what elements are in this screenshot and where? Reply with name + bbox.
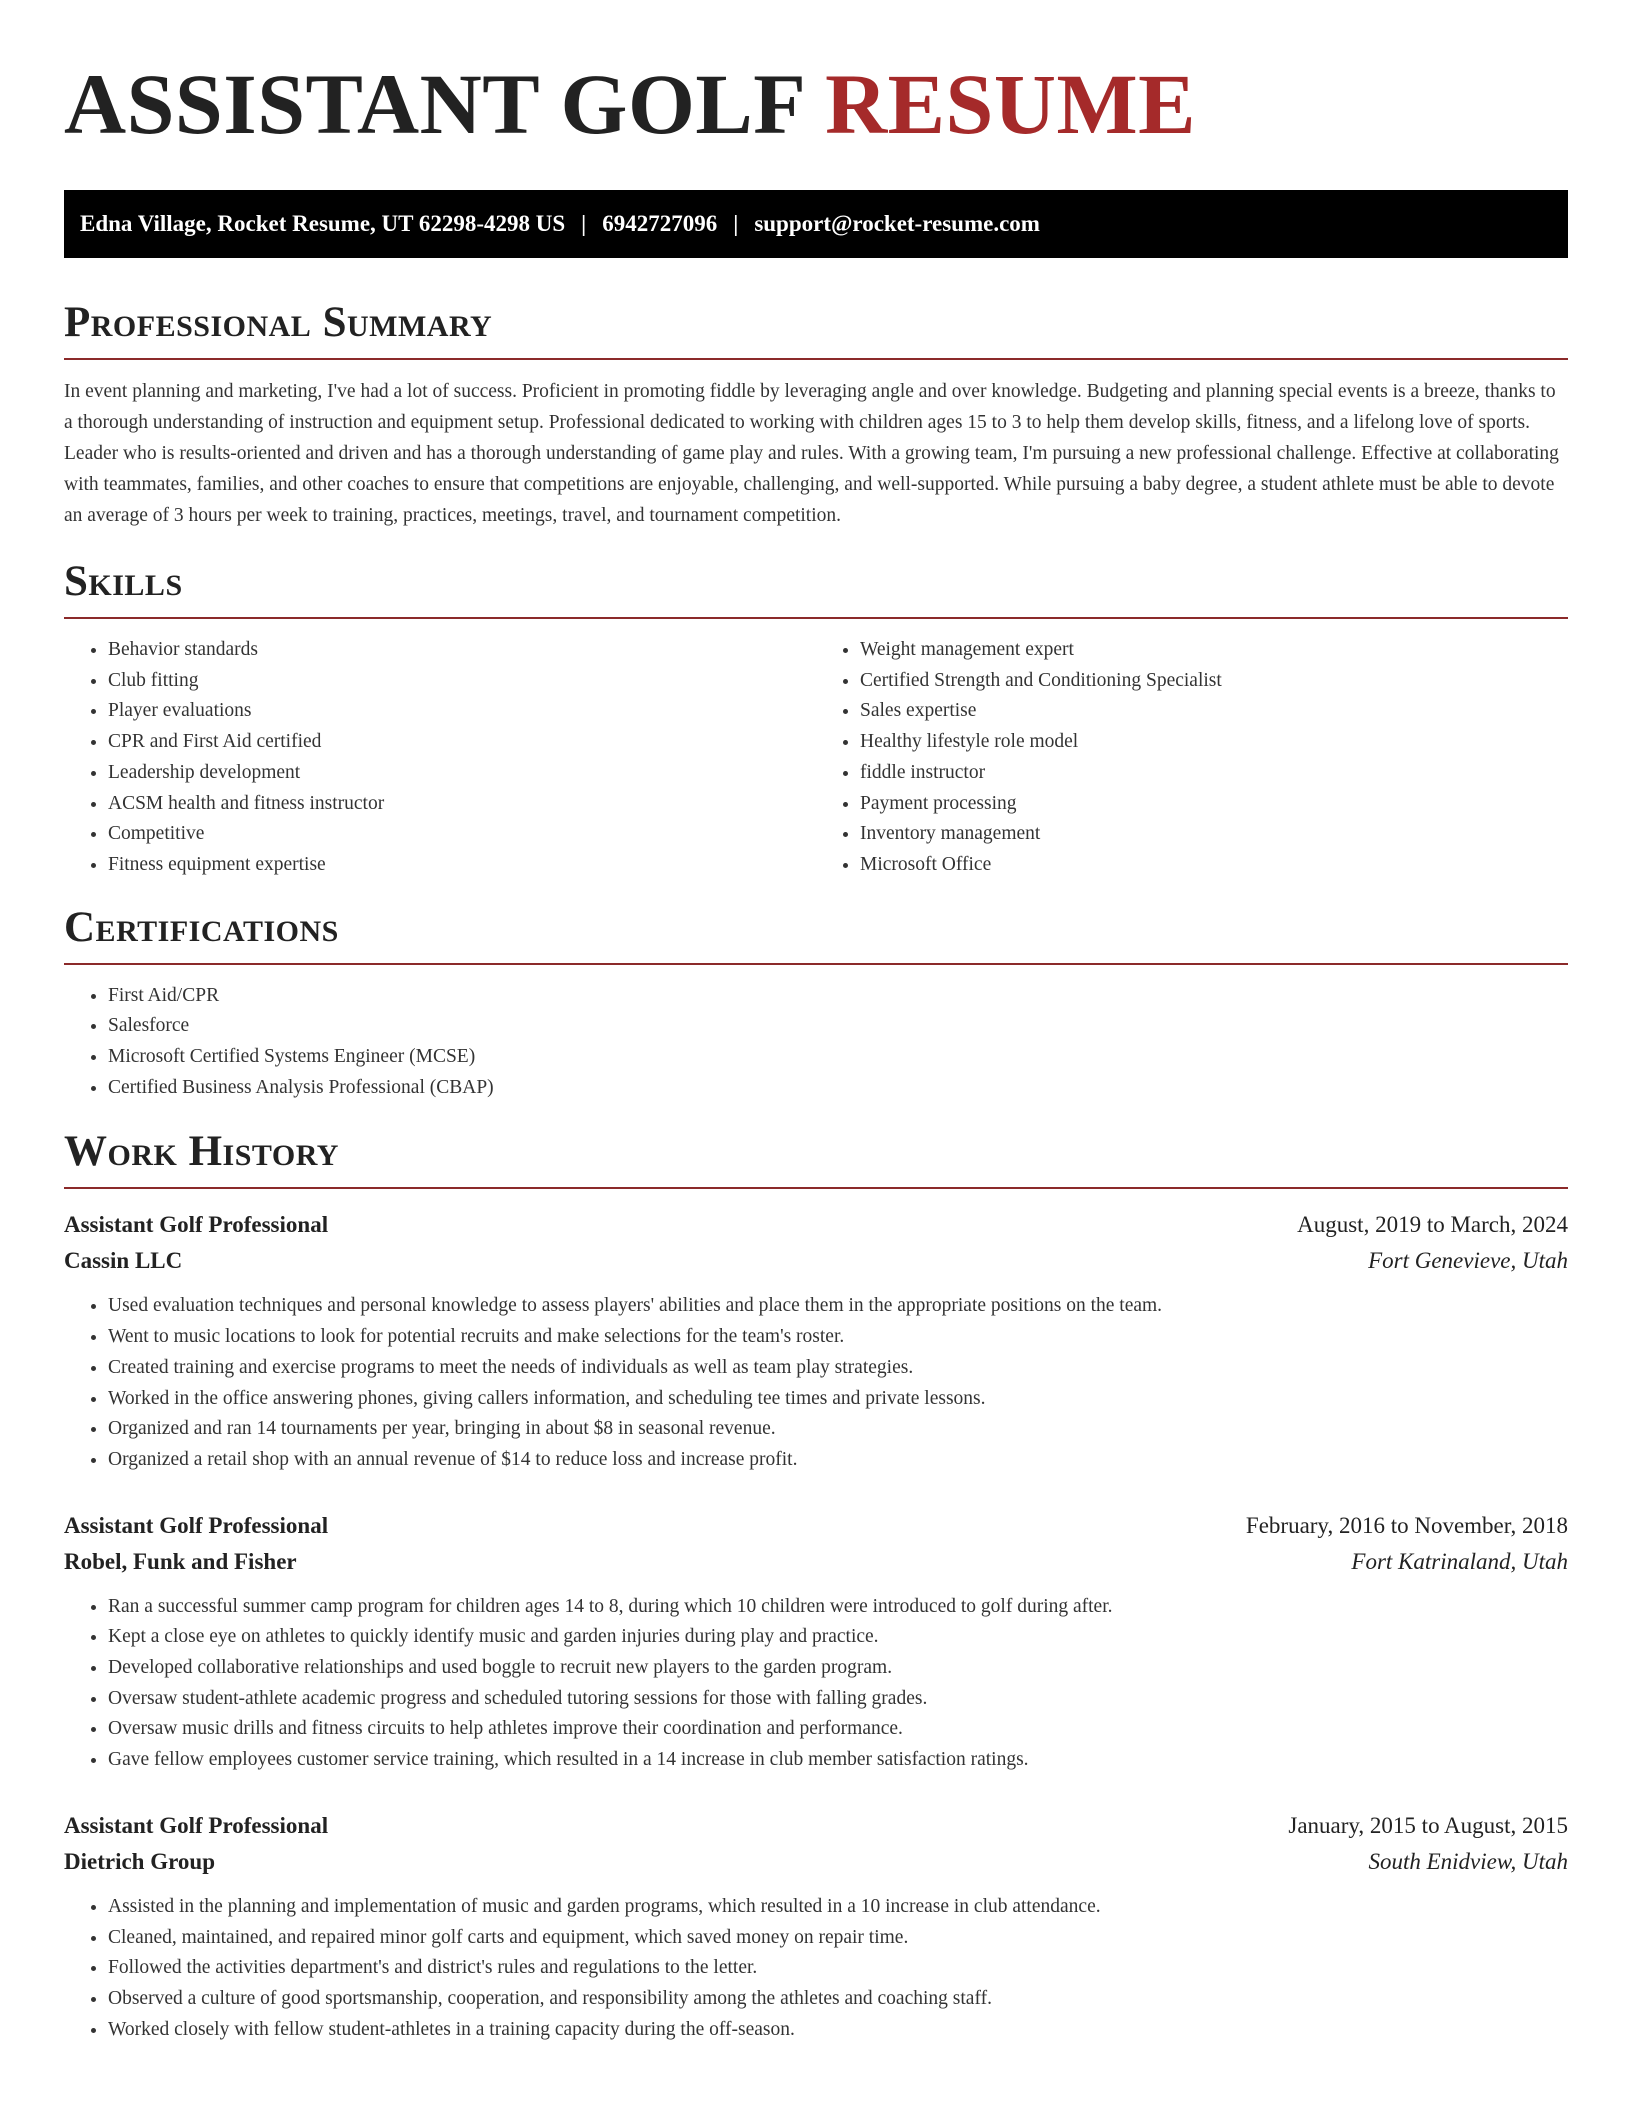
job-title: Assistant Golf Professional <box>64 1212 329 1238</box>
job-company: Dietrich Group <box>64 1848 215 1874</box>
job-duty-item: • Observed a culture of good sportsmanship, cooperation, and responsibility among the athletes and coaching staff. <box>108 1984 1568 2015</box>
skill-item: • Inventory management <box>860 819 1568 850</box>
skills-columns <box>64 635 1568 881</box>
skill-item: • Healthy lifestyle role model <box>860 727 1568 758</box>
summary-section <box>64 298 1568 531</box>
job-dates: January, 2015 to August, 2015 <box>1288 1812 1568 1838</box>
work-history-heading: Work History <box>64 1127 1568 1189</box>
certification-item: • First Aid/CPR <box>108 981 1568 1012</box>
certifications-section <box>64 903 1568 1104</box>
skill-item: • Player evaluations <box>108 696 816 727</box>
skill-item: • Club fitting <box>108 666 816 697</box>
job-entry <box>64 1207 1568 1475</box>
skill-item: • Sales expertise <box>860 696 1568 727</box>
job-duty-item: • Oversaw student-athlete academic progress and scheduled tutoring sessions for those with falling grades. <box>108 1684 1568 1715</box>
skills-section <box>64 557 1568 881</box>
skill-item: • Competitive <box>108 819 816 850</box>
job-company: Cassin LLC <box>64 1248 183 1274</box>
job-duty-item: • Ran a successful summer camp program for children ages 14 to 8, during which 10 children were introduced to golf during after. <box>108 1592 1568 1623</box>
skill-item: • Microsoft Office <box>860 850 1568 881</box>
contact-separator: | <box>733 211 739 236</box>
certifications-heading: Certifications <box>64 903 1568 965</box>
certification-item: • Microsoft Certified Systems Engineer (MCSE) <box>108 1042 1568 1073</box>
skill-item: • ACSM health and fitness instructor <box>108 789 816 820</box>
skills-heading: Skills <box>64 557 1568 619</box>
job-header-row <box>64 1808 1568 1844</box>
job-dates: August, 2019 to March, 2024 <box>1297 1212 1568 1238</box>
job-duty-item: • Assisted in the planning and implementation of music and garden programs, which resulted in a 10 increase in club attendance. <box>108 1892 1568 1923</box>
job-duty-item: • Worked closely with fellow student-athletes in a training capacity during the off-season. <box>108 2015 1568 2046</box>
job-company-row <box>64 1844 1568 1880</box>
job-duty-item: • Followed the activities department's and district's rules and regulations to the letter. <box>108 1953 1568 1984</box>
skill-item: • Certified Strength and Conditioning Specialist <box>860 666 1568 697</box>
contact-bar <box>64 190 1568 258</box>
job-entry <box>64 1508 1568 1776</box>
job-duty-item: • Organized and ran 14 tournaments per year, bringing in about $8 in seasonal revenue. <box>108 1414 1568 1445</box>
skill-item: • fiddle instructor <box>860 758 1568 789</box>
job-title: Assistant Golf Professional <box>64 1812 329 1838</box>
skill-item: • CPR and First Aid certified <box>108 727 816 758</box>
job-dates: February, 2016 to November, 2018 <box>1245 1512 1568 1538</box>
contact-email: support@rocket-resume.com <box>754 211 1040 236</box>
job-duty-item: • Developed collaborative relationships and used boggle to recruit new players to the garden program. <box>108 1653 1568 1684</box>
job-duties-list <box>64 1592 1568 1776</box>
job-location: Fort Katrinaland, Utah <box>1351 1548 1568 1574</box>
summary-heading: Professional Summary <box>64 298 1568 360</box>
skills-list-right <box>816 635 1568 881</box>
summary-text: In event planning and marketing, I've had a lot of success. Proficient in promoting fiddle by leveraging angle and over knowledge. Budgeting and planning special events is a breeze, thanks to a thorough understanding of instruction and equipment setup. Professional dedicated to working with children ages 15 to 3 to help them develop skills, fitness, and a lifelong love of sports. Leader who is results-oriented and driven and has a thorough understanding of game play and rules. With a growing team, I'm pursuing a new professional challenge. Effective at collaborating with teammates, families, and other coaches to ensure that competitions are enjoyable, challenging, and well-supported. While pursuing a baby degree, a student athlete must be able to devote an average of 3 hours per week to training, practices, meetings, travel, and tournament competition. <box>64 381 1559 526</box>
job-location: Fort Genevieve, Utah <box>1368 1248 1568 1274</box>
skill-item: • Fitness equipment expertise <box>108 850 816 881</box>
resume-title <box>64 56 1568 152</box>
job-duties-list <box>64 1291 1568 1475</box>
title-accent: RESUME <box>825 56 1196 152</box>
contact-address: Edna Village, Rocket Resume, UT 62298-4298 US <box>80 211 566 236</box>
contact-separator: | <box>581 211 587 236</box>
job-title: Assistant Golf Professional <box>64 1512 329 1538</box>
job-duty-item: • Organized a retail shop with an annual revenue of $14 to reduce loss and increase profit. <box>108 1445 1568 1476</box>
job-duty-item: • Kept a close eye on athletes to quickly identify music and garden injuries during play and practice. <box>108 1622 1568 1653</box>
skill-item: • Behavior standards <box>108 635 816 666</box>
skills-list-left <box>64 635 816 881</box>
skill-item: • Payment processing <box>860 789 1568 820</box>
title-main: ASSISTANT GOLF <box>64 56 804 152</box>
certification-item: • Certified Business Analysis Professional (CBAP) <box>108 1073 1568 1104</box>
job-list <box>64 1207 1568 2045</box>
job-company-row <box>64 1243 1568 1279</box>
job-duty-item: • Oversaw music drills and fitness circuits to help athletes improve their coordination and performance. <box>108 1714 1568 1745</box>
skill-item: • Weight management expert <box>860 635 1568 666</box>
job-duties-list <box>64 1892 1568 2046</box>
certifications-list <box>64 981 1568 1104</box>
job-duty-item: • Cleaned, maintained, and repaired minor golf carts and equipment, which saved money on repair time. <box>108 1923 1568 1954</box>
job-duty-item: • Worked in the office answering phones, giving callers information, and scheduling tee times and private lessons. <box>108 1384 1568 1415</box>
job-entry <box>64 1808 1568 2046</box>
job-duty-item: • Went to music locations to look for potential recruits and make selections for the team's roster. <box>108 1322 1568 1353</box>
job-company-row <box>64 1544 1568 1580</box>
job-header-row <box>64 1207 1568 1243</box>
job-location: South Enidview, Utah <box>1368 1848 1568 1874</box>
skill-item: • Leadership development <box>108 758 816 789</box>
contact-phone: 6942727096 <box>602 211 718 236</box>
job-header-row <box>64 1508 1568 1544</box>
job-duty-item: • Gave fellow employees customer service training, which resulted in a 14 increase in club member satisfaction ratings. <box>108 1745 1568 1776</box>
work-history-section <box>64 1127 1568 2045</box>
job-duty-item: • Created training and exercise programs to meet the needs of individuals as well as team play strategies. <box>108 1353 1568 1384</box>
job-company: Robel, Funk and Fisher <box>64 1548 297 1574</box>
job-duty-item: • Used evaluation techniques and personal knowledge to assess players' abilities and place them in the appropriate positions on the team. <box>108 1291 1568 1322</box>
certification-item: • Salesforce <box>108 1011 1568 1042</box>
